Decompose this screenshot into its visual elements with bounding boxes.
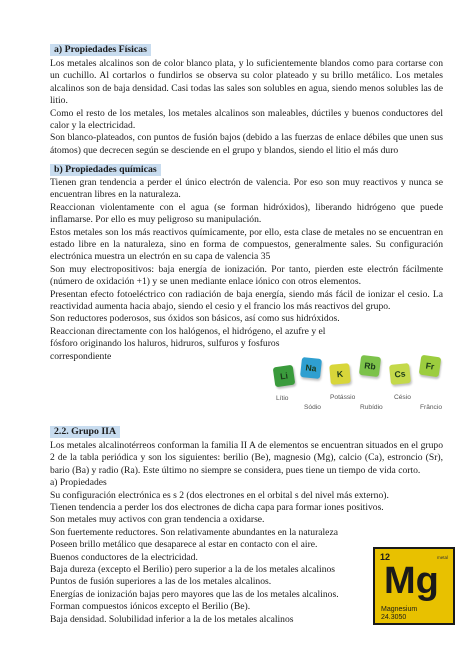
element-symbol: Cs [393, 368, 406, 380]
section-b-heading: b) Propiedades químicas [50, 164, 161, 176]
list-item: Su configuración electrónica es s 2 (dos electrones en el orbital s del nivel más externo). [50, 489, 389, 501]
mg-category-tag: metal [436, 555, 448, 560]
element-tile-k [329, 363, 351, 385]
section-a-paragraph-2: Como el resto de los metales, los metales alcalinos son maleables, dúctiles y buenos conductores del calor y la electricidad. [50, 107, 443, 132]
section-a-heading: a) Propiedades Físicas [50, 44, 151, 56]
element-label-potassio: Potássio [330, 394, 356, 401]
mg-symbol: Mg [384, 560, 439, 602]
element-label-francio: Frâncio [420, 404, 442, 411]
section-b-body [50, 177, 443, 363]
section-22-subheading: a) Propiedades [50, 477, 107, 489]
element-label-rubidio: Rubídio [360, 404, 383, 411]
section-b-paragraph-4: Son muy electropositivos: baja energía de ionización. Por tanto, pierden este electrón fácilmente (número de oxidación +1) y se unen mediante enlace iónico con otros elementos. [50, 263, 443, 288]
section-a-paragraph-1: Los metales alcalinos son de color blanco plata, y lo suficientemente blandos como para cortarse con un cuchillo. Al cortarlos o fundirlos se observa su color plateado y su brillo metálico. Los metales alcalinos son de baja densidad. Casi todas las sales son solubles en agua, siendo menos solubles las de litio. [50, 58, 443, 107]
list-item: Buenos conductores de la electricidad. [50, 551, 198, 563]
list-item: Son metales muy activos con gran tendencia a oxidarse. [50, 514, 265, 526]
mg-atomic-number: 12 [380, 552, 391, 562]
magnesium-element-card [373, 547, 455, 625]
section-b-paragraph-6: Son reductores poderosos, sus óxidos son básicos, así como sus hidróxidos. [50, 313, 340, 325]
section-a-paragraph-3: Son blanco-plateados, con puntos de fusión bajos (debido a las fuerzas de enlace débiles que unen sus átomos) que decrecen según se desciende en el grupo y blandos, siendo el litio el más duro [50, 132, 443, 156]
element-label-sodio: Sódio [304, 404, 321, 411]
mg-atomic-mass: 24.3050 [381, 614, 407, 621]
section-b-paragraph-3: Estos metales son los más reactivos químicamente, por ello, esta clase de metales no se encuentran en estado libre en la naturaleza, sino en forma de compuestos, generalmente sales. Su configuración electrónica muestra un electrón en su capa de valencia 35 [50, 226, 443, 263]
element-symbol: Na [305, 362, 318, 374]
section-22-heading: 2.2. Grupo IIA [50, 426, 120, 438]
list-item: Baja dureza (excepto el Berilio) pero superior a la de los metales alcalinos [50, 564, 336, 576]
element-tile-na [300, 357, 322, 379]
element-tile-rb [359, 355, 381, 377]
list-item: Tienen tendencia a perder los dos electrones de dicha capa para formar iones positivos. [50, 502, 384, 514]
element-symbol: Fr [425, 360, 435, 372]
section-b-paragraph-5: Presentan efecto fotoeléctrico con radiación de baja energía, siendo más fácil de ionizar el cesio. La reactividad aumenta hacia abajo, siendo el cesio y el francio los más reactivos del grupo. [50, 288, 443, 313]
mg-name: Magnesium [381, 606, 418, 613]
list-item: Baja densidad. Solubilidad inferior a la de los metales alcalinos [50, 613, 294, 625]
section-b-paragraph-7: Reaccionan directamente con los halógenos, el hidrógeno, el azufre y el fósforo originando los haluros, hidruros, sulfuros y fosfuros correspondiente [50, 325, 326, 362]
list-item: Son fuertemente reductores. Son relativamente abundantes en la naturaleza [50, 526, 338, 538]
element-tile-li [273, 365, 296, 388]
alkali-elements-figure [272, 352, 452, 414]
element-symbol: Li [279, 370, 289, 382]
element-tile-fr [419, 355, 442, 378]
element-symbol: K [336, 368, 344, 380]
section-a-body [50, 58, 443, 157]
list-item: Poseen brillo metálico que desaparece al estar en contacto con el aire. [50, 539, 318, 551]
element-label-cesio: Césio [394, 394, 411, 401]
section-b-paragraph-2: Reaccionan violentamente con el agua (se forman hidróxidos), liberando hidrógeno que puede inflamarse. Por ello es muy peligroso su manipulación. [50, 201, 443, 226]
element-tile-cs [389, 363, 411, 385]
section-22-intro: Los metales alcalinotérreos conforman la familia II A de elementos se encuentran situados en el grupo 2 de la tabla periódica y son los siguientes: berilio (Be), magnesio (Mg), calcio (Ca), estroncio (Sr), bario (Ba) y radio (Ra). Este último no siempre se considera, pues tiene un tiempo de vida corto. [50, 440, 443, 476]
list-item: Forman compuestos iónicos excepto el Berilio (Be). [50, 601, 251, 613]
element-symbol: Rb [363, 360, 377, 372]
element-label-litio: Lítio [276, 395, 289, 402]
list-item: Energías de ionización bajas pero mayores que las de los metales alcalinos. [50, 588, 339, 600]
list-item: Puntos de fusión superiores a las de los metales alcalinos. [50, 576, 272, 588]
section-b-paragraph-1: Tienen gran tendencia a perder el único electrón de valencia. Por eso son muy reactivos y nunca se encuentran libres en la naturaleza. [50, 177, 443, 201]
